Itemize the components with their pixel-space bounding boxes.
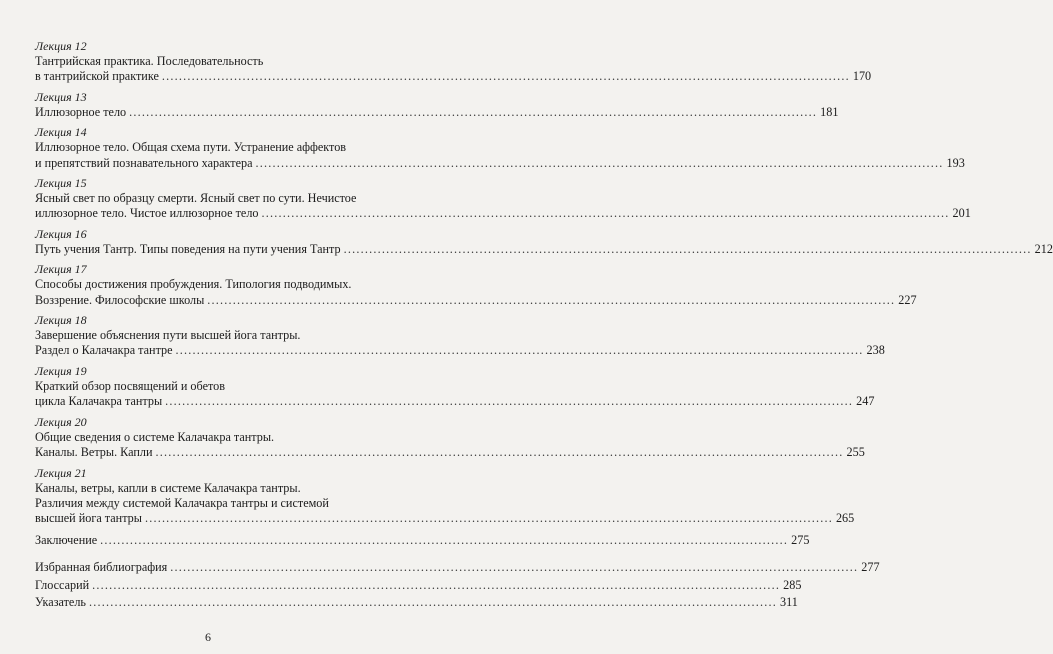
toc-line-last [35,104,839,120]
toc-title-text: в тантрийской практике [35,69,159,84]
dot-leader [262,206,950,221]
toc-line-last [35,560,880,575]
toc-title-text: Избранная библиография [35,560,168,575]
toc-title-text: Заключение [35,532,98,547]
toc-entry-glossary [35,577,802,593]
toc-title-text: Указатель [35,594,86,609]
lecture-label: Лекция 13 [35,89,87,104]
toc-entry-lecture-12 [35,39,872,85]
toc-title-text: Краткий обзор посвящений и обетов [35,378,225,393]
toc-entry-lecture-20 [35,414,865,461]
toc-title-text: и препятствий познавательного характера [35,155,253,170]
dot-leader [100,533,788,548]
toc-entry-lecture-15 [35,176,971,222]
dot-leader [170,560,858,575]
toc-entry-lecture-16 [35,226,1053,257]
toc-line [35,379,397,394]
toc-line-last [35,155,965,171]
lecture-label: Лекция 18 [35,313,87,328]
page-number: 247 [856,394,875,409]
dot-leader [156,445,844,460]
dot-leader [145,511,833,526]
toc-line-last [35,532,810,548]
toc-title-text: Завершение объяснения пути высшей йога тантры. [35,328,301,343]
dot-leader [165,394,853,409]
toc-title-text: Путь учения Тантр. Типы поведения на пути учения Тантр [35,241,341,256]
toc-title-text: Воззрение. Философские школы [35,292,205,307]
toc-title-text: Ясный свет по образцу смерти. Ясный свет по сути. Нечистое [35,191,357,206]
lecture-label: Лекция 12 [35,39,87,53]
toc-line [35,54,397,69]
toc-entry-lecture-21 [35,465,855,527]
toc-line-last [35,394,875,409]
toc-line [35,328,397,343]
dot-leader [89,595,777,610]
page-number: 193 [946,155,965,170]
dot-leader [207,293,895,308]
toc-title-text: высшей йога тантры [35,511,142,526]
toc-entry-lecture-19 [35,363,875,410]
dot-leader [162,69,850,84]
toc-entry-lecture-14 [35,125,965,171]
lecture-label: Лекция 21 [35,465,87,480]
toc-line-last [35,206,971,221]
toc-title-text: Каналы, ветры, капли в системе Калачакра тантры. [35,480,301,495]
page-number: 201 [952,206,971,221]
page-number: 238 [866,343,885,358]
toc-line [35,496,397,511]
dot-leader [256,156,944,171]
toc-title-text: Иллюзорное тело [35,104,127,119]
toc-line-last [35,594,798,610]
page-number: 277 [861,560,880,575]
page-number: 265 [835,511,855,526]
toc-line-last [35,577,802,593]
toc-line-last [35,292,917,308]
lecture-label: Лекция 20 [35,414,87,429]
toc-title-text: Раздел о Калачакра тантре [35,343,173,358]
dot-leader [344,242,1032,257]
lecture-label: Лекция 17 [35,262,87,277]
toc-entry-conclusion [35,532,810,548]
toc-line-last [35,343,885,358]
page-number: 170 [852,69,872,84]
page-number: 227 [898,292,917,307]
toc-title-text: Каналы. Ветры. Капли [35,445,153,460]
toc-line-last [35,69,872,84]
toc-entry-lecture-17 [35,262,917,308]
toc-line [35,140,397,155]
page-number: 181 [820,104,839,119]
toc-line [35,277,397,292]
toc-title-text: Иллюзорное тело. Общая схема пути. Устранение аффектов [35,140,347,155]
toc-title-text: Общие сведения о системе Калачакра тантры. [35,429,275,444]
page-number: 275 [791,532,810,547]
toc-title-text: Тантрийская практика. Последовательность [35,54,264,68]
toc-entry-lecture-18 [35,313,885,359]
toc-title-text: цикла Калачакра тантры [35,394,163,409]
lecture-label: Лекция 15 [35,176,87,191]
toc-title-text: иллюзорное тело. Чистое иллюзорное тело [35,206,259,221]
page-folio: 6 [205,630,211,644]
dot-leader [129,105,817,120]
toc-entry-index [35,594,798,610]
page-number: 285 [783,577,802,592]
toc-line [35,430,397,445]
toc-line [35,481,397,496]
lecture-label: Лекция 19 [35,363,87,378]
toc-title-text: Способы достижения пробуждения. Типология подводимых. [35,277,352,292]
toc-title-text: Различия между системой Калачакра тантры и системой [35,495,329,510]
toc-entry-lecture-13 [35,89,839,120]
toc-entry-bibliography [35,560,880,575]
lecture-label: Лекция 16 [35,226,87,241]
toc-line-last [35,241,1053,257]
toc-line-last [35,511,855,526]
toc-line-last [35,445,865,460]
toc-title-text: Глоссарий [35,577,90,592]
dot-leader [92,578,780,593]
table-of-contents [35,39,1053,610]
toc-line [35,191,397,206]
dot-leader [176,343,864,358]
page-number: 212 [1034,241,1053,256]
lecture-label: Лекция 14 [35,125,87,140]
page-number: 311 [780,594,798,609]
page-number: 255 [846,445,865,460]
